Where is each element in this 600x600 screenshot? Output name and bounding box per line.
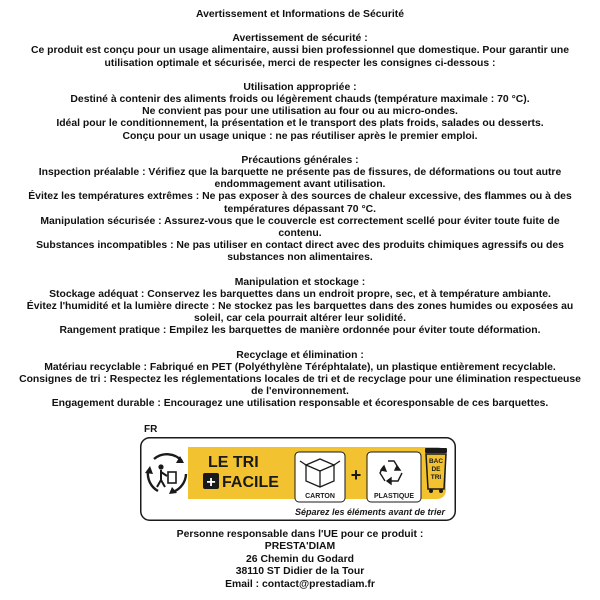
precautions-line: températures dépassant 70 °C. (224, 203, 376, 215)
usage-line: Idéal pour le conditionnement, la présentation et le transport des plats froids, salades ou desserts. (56, 118, 544, 130)
precautions-line: substances non alimentaires. (227, 252, 373, 264)
responsible-person (0, 529, 600, 591)
recycling-line: Engagement durable : Encouragez une utilisation responsable et écoresponsable de ces barquettes. (51, 398, 549, 410)
country-code: FR (144, 424, 158, 435)
precautions-line: Substances incompatibles : Ne pas utiliser en contact direct avec des produits chimiques agressifs ou des (36, 240, 564, 252)
safety-heading: Avertissement de sécurité : (232, 33, 368, 45)
badge-line-2: FACILE (222, 474, 279, 491)
badge-plus-sign: + (206, 474, 216, 491)
plastique-label: PLASTIQUE (373, 493, 415, 500)
document-title: Avertissement et Informations de Sécurité (195, 9, 405, 20)
precautions-heading: Précautions générales : (241, 154, 359, 166)
recycling-line: Consignes de tri : Respectez les réglementations locales de tri et de recyclage pour une élimination respectueuse (19, 374, 581, 386)
storage-line: Évitez l'humidité et la lumière directe : Ne stockez pas les barquettes dans des zones humides ou exposées au (26, 301, 574, 313)
triman-logo (140, 437, 456, 521)
recycling-line: Matériau recyclable : Fabriqué en PET (Polyéthylène Téréphtalate), un plastique entièrement recyclable. (44, 361, 556, 373)
plus-sign: + (350, 465, 362, 485)
precautions-line: Manipulation sécurisée : Assurez-vous que le couvercle est correctement scellé pour éviter toute fuite de (40, 215, 560, 227)
usage-line: Destiné à contenir des aliments froids ou légèrement chauds (température maximale : 70 °C). (70, 94, 530, 106)
safety-line: Ce produit est conçu pour un usage alimentaire, aussi bien professionnel que domestique. Pour garantir une (30, 45, 570, 57)
bin-label-3: TRI (430, 474, 442, 481)
usage-heading: Utilisation appropriée : (243, 81, 357, 93)
precautions-line: endommagement avant utilisation. (214, 179, 386, 191)
bin-label-1: BAC (428, 458, 444, 465)
storage-line: Stockage adéquat : Conservez les barquettes dans un endroit propre, sec, et à température ambiante. (49, 288, 551, 300)
badge-line-1: LE TRI (208, 454, 259, 471)
owner-line: Personne responsable dans l'UE pour ce produit : (176, 529, 424, 540)
precautions-line: Évitez les températures extrêmes : Ne pas exposer à des sources de chaleur excessive, des flammes ou à des (28, 191, 572, 203)
owner-street: 26 Chemin du Godard (246, 553, 354, 565)
safety-line: utilisation optimale et sécurisée, merci de respecter les consignes ci-dessous : (104, 57, 496, 69)
carton-label: CARTON (305, 493, 335, 500)
storage-heading: Manipulation et stockage : (234, 276, 366, 288)
owner-email: Email : contact@prestadiam.fr (225, 578, 375, 590)
usage-line: Conçu pour un usage unique : ne pas réutiliser après le premier emploi. (122, 130, 478, 142)
precautions-line: Inspection préalable : Vérifiez que la barquette ne présente pas de fissures, de déformations ou tout autre (38, 167, 562, 179)
triman-footer: Séparez les éléments avant de trier (294, 507, 446, 517)
precautions-line: contenu. (278, 228, 322, 240)
storage-line: soleil, car cela pourrait altérer leur solidité. (194, 313, 406, 325)
owner-company: PRESTA'DIAM (264, 541, 336, 553)
owner-city: 38110 ST Didier de la Tour (235, 566, 365, 578)
recycling-line: de l'environnement. (251, 386, 349, 398)
usage-line: Ne convient pas pour une utilisation au four ou au micro-ondes. (142, 106, 458, 118)
storage-line: Rangement pratique : Empilez les barquettes de manière ordonnée pour éviter toute déformation. (59, 325, 541, 337)
bin-label-2: DE (431, 466, 441, 473)
recycling-heading: Recyclage et élimination : (236, 349, 364, 361)
